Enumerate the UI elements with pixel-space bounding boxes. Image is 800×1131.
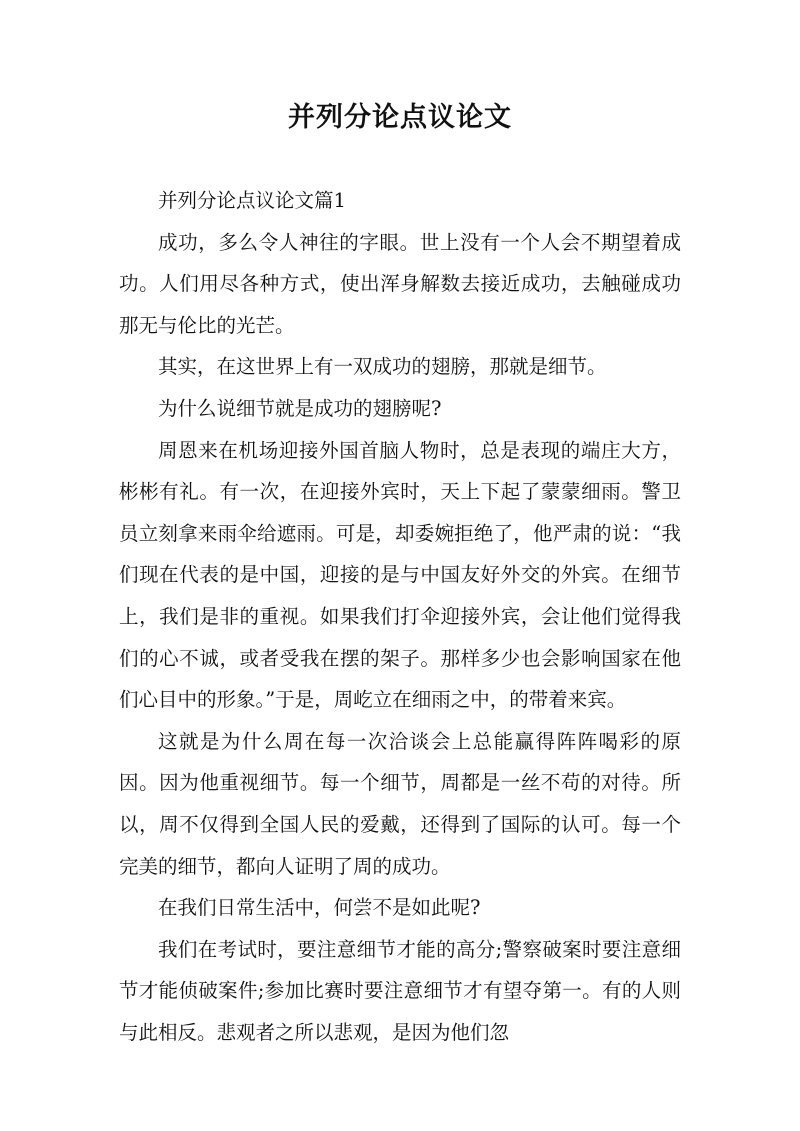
document-title: 并列分论点议论文	[288, 102, 512, 133]
document-body	[119, 180, 681, 1053]
paragraph: 在我们日常生活中，何尝不是如此呢?	[158, 896, 481, 920]
paragraph: 我们在考试时，要注意细节才能的高分;警察破案时要注意细节才能侦破案件;参加比赛时要注意细节才有望夺第一。有的人则与此相反。悲观者之所以悲观，是因为他们忽	[119, 937, 681, 1044]
paragraph: 这就是为什么周在每一次洽谈会上总能赢得阵阵喝彩的原因。因为他重视细节。每一个细节，周都是一丝不苟的对待。所以，周不仅得到全国人民的爱戴，还得到了国际的认可。每一个完美的细节，都向人证明了周的成功。	[119, 729, 681, 878]
paragraph: 其实，在这世界上有一双成功的翅膀，那就是细节。	[158, 355, 607, 379]
section-heading: 并列分论点议论文篇1	[158, 189, 346, 212]
paragraph: 为什么说细节就是成功的翅膀呢?	[158, 396, 442, 420]
paragraph: 成功，多么令人神往的字眼。世上没有一个人会不期望着成功。人们用尽各种方式，使出浑身解数去接近成功，去触碰成功那无与伦比的光芒。	[119, 230, 681, 337]
paragraph: 周恩来在机场迎接外国首脑人物时，总是表现的端庄大方，彬彬有礼。有一次，在迎接外宾时，天上下起了蒙蒙细雨。警卫员立刻拿来雨伞给遮雨。可是，却委婉拒绝了，他严肃的说：“我们现在代表的是中国，迎接的是与中国友好外交的外宾。在细节上，我们是非的重视。如果我们打伞迎接外宾，会让他们觉得我们的心不诚，或者受我在摆的架子。那样多少也会影响国家在他们心目中的形象。”于是，周屹立在细雨之中，的带着来宾。	[119, 438, 681, 712]
